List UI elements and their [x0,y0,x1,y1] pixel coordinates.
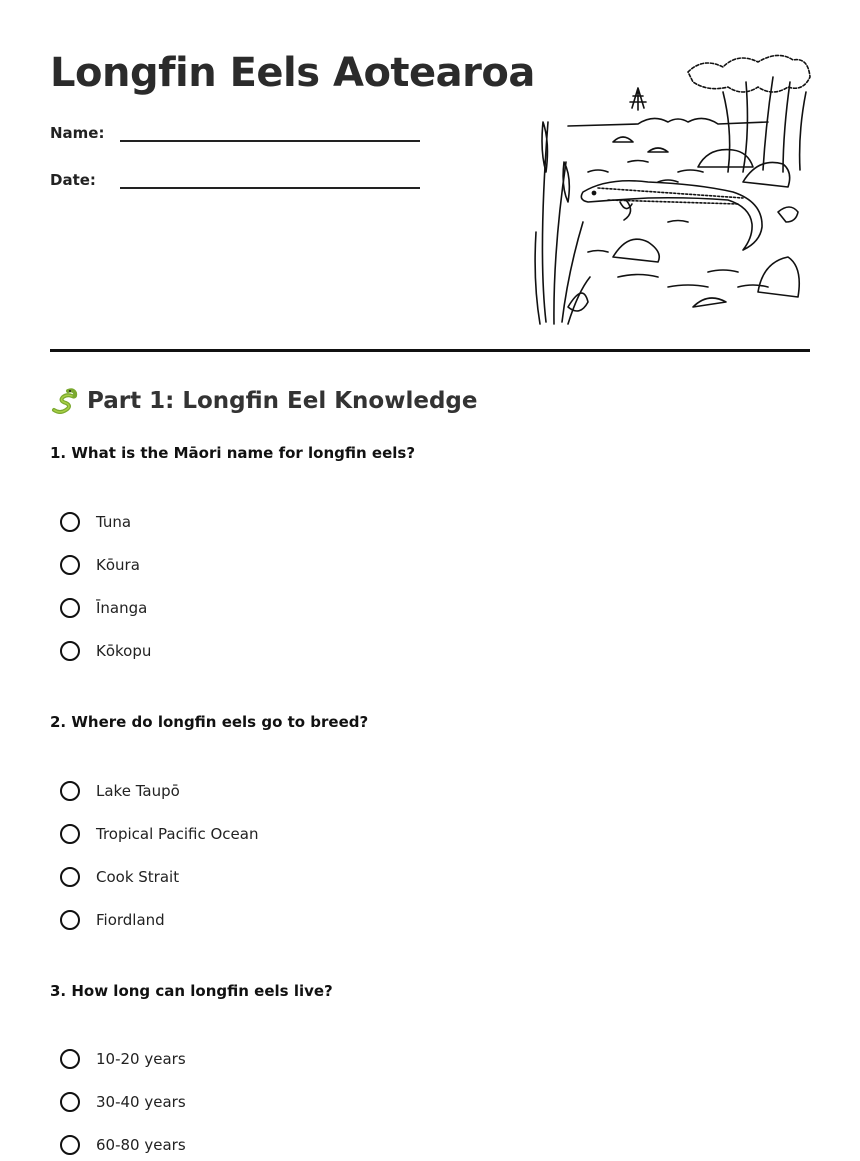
option-q2-tropical-pacific[interactable] [60,821,258,847]
radio-button[interactable] [60,1135,80,1155]
question-2: 2. Where do longfin eels go to breed? [50,713,369,731]
radio-button[interactable] [60,910,80,930]
radio-button[interactable] [60,781,80,801]
option-q1-inanga[interactable] [60,595,147,621]
radio-button[interactable] [60,641,80,661]
option-q1-koura[interactable] [60,552,140,578]
option-q3-10-20[interactable] [60,1046,186,1072]
option-label: Īnanga [96,599,148,617]
radio-button[interactable] [60,1092,80,1112]
option-label: Lake Taupō [96,782,180,800]
radio-button[interactable] [60,1049,80,1069]
snake-icon [50,386,80,416]
option-q1-kokopu[interactable] [60,638,151,664]
option-q2-lake-taupo[interactable] [60,778,180,804]
option-label: Kōura [96,556,140,574]
section-heading [50,386,478,416]
date-field[interactable] [120,167,420,189]
option-label: 10-20 years [96,1050,186,1068]
question-1: 1. What is the Māori name for longfin eels? [50,444,416,462]
option-q3-30-40[interactable] [60,1089,186,1115]
option-q1-tuna[interactable] [60,509,131,535]
radio-button[interactable] [60,598,80,618]
date-label: Date: [50,171,96,189]
option-label: Cook Strait [96,868,180,886]
radio-button[interactable] [60,512,80,532]
eel-river-illustration [528,52,812,327]
question-3: 3. How long can longfin eels live? [50,982,333,1000]
radio-button[interactable] [60,555,80,575]
name-field[interactable] [120,120,420,142]
option-label: Fiordland [96,911,165,929]
header-divider [50,349,810,352]
option-q2-fiordland[interactable] [60,907,165,933]
section-heading-text: Part 1: Longfin Eel Knowledge [87,388,478,414]
name-field-row [50,120,420,142]
option-label: 60-80 years [96,1136,186,1154]
option-label: Tropical Pacific Ocean [96,825,259,843]
radio-button[interactable] [60,824,80,844]
option-q3-60-80[interactable] [60,1132,186,1158]
option-label: Kōkopu [96,642,152,660]
option-q2-cook-strait[interactable] [60,864,179,890]
name-label: Name: [50,124,105,142]
option-label: Tuna [96,513,132,531]
date-field-row [50,167,420,189]
radio-button[interactable] [60,867,80,887]
page-title: Longfin Eels Aotearoa [50,50,535,96]
option-label: 30-40 years [96,1093,186,1111]
